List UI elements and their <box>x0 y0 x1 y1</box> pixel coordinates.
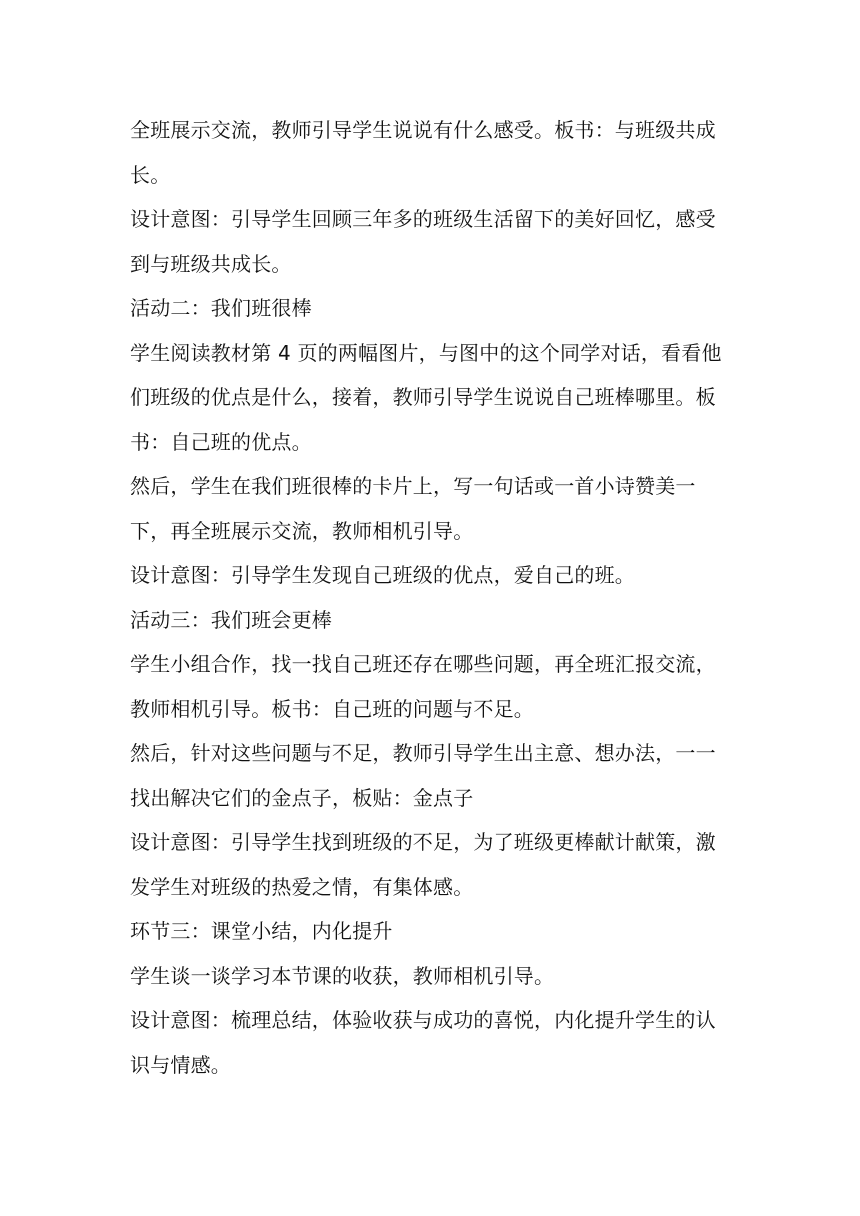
paragraph-golden-ideas: 然后，针对这些问题与不足，教师引导学生出主意、想办法，一一找出解决它们的金点子，板贴：金点子 <box>130 741 716 810</box>
paragraph-design-intent-1: 设计意图：引导学生回顾三年多的班级生活留下的美好回忆，感受到与班级共成长。 <box>130 207 716 276</box>
paragraph-group-work: 学生小组合作，找一找自己班还存在哪些问题，再全班汇报交流，教师相机引导。板书：自己班的问题与不足。 <box>130 652 716 721</box>
heading-section-three: 环节三：课堂小结，内化提升 <box>130 919 393 943</box>
paragraph-design-intent-2: 设计意图：引导学生发现自己班级的优点，爱自己的班。 <box>130 563 635 587</box>
paragraph-design-intent-4: 设计意图：梳理总结，体验收获与成功的喜悦，内化提升学生的认识与情感。 <box>130 1008 716 1077</box>
paragraph-card-writing: 然后，学生在我们班很棒的卡片上，写一句话或一首小诗赞美一下，再全班展示交流，教师相机引导。 <box>130 474 696 543</box>
paragraph-class-summary: 学生谈一谈学习本节课的收获，教师相机引导。 <box>130 963 555 988</box>
heading-activity-two: 活动二：我们班很棒 <box>130 296 312 320</box>
paragraph-reading-textbook: 学生阅读教材第 4 页的两幅图片，与图中的这个同学对话，看看他们班级的优点是什么，接着，教师引导学生说说自己班棒哪里。板书：自己班的优点。 <box>130 340 722 454</box>
document-body <box>130 108 735 1087</box>
paragraph-class-sharing: 全班展示交流，教师引导学生说说有什么感受。板书：与班级共成长。 <box>130 118 716 187</box>
heading-activity-three: 活动三：我们班会更棒 <box>130 607 332 632</box>
paragraph-design-intent-3: 设计意图：引导学生找到班级的不足，为了班级更棒献计献策，激发学生对班级的热爱之情，有集体感。 <box>130 830 716 899</box>
